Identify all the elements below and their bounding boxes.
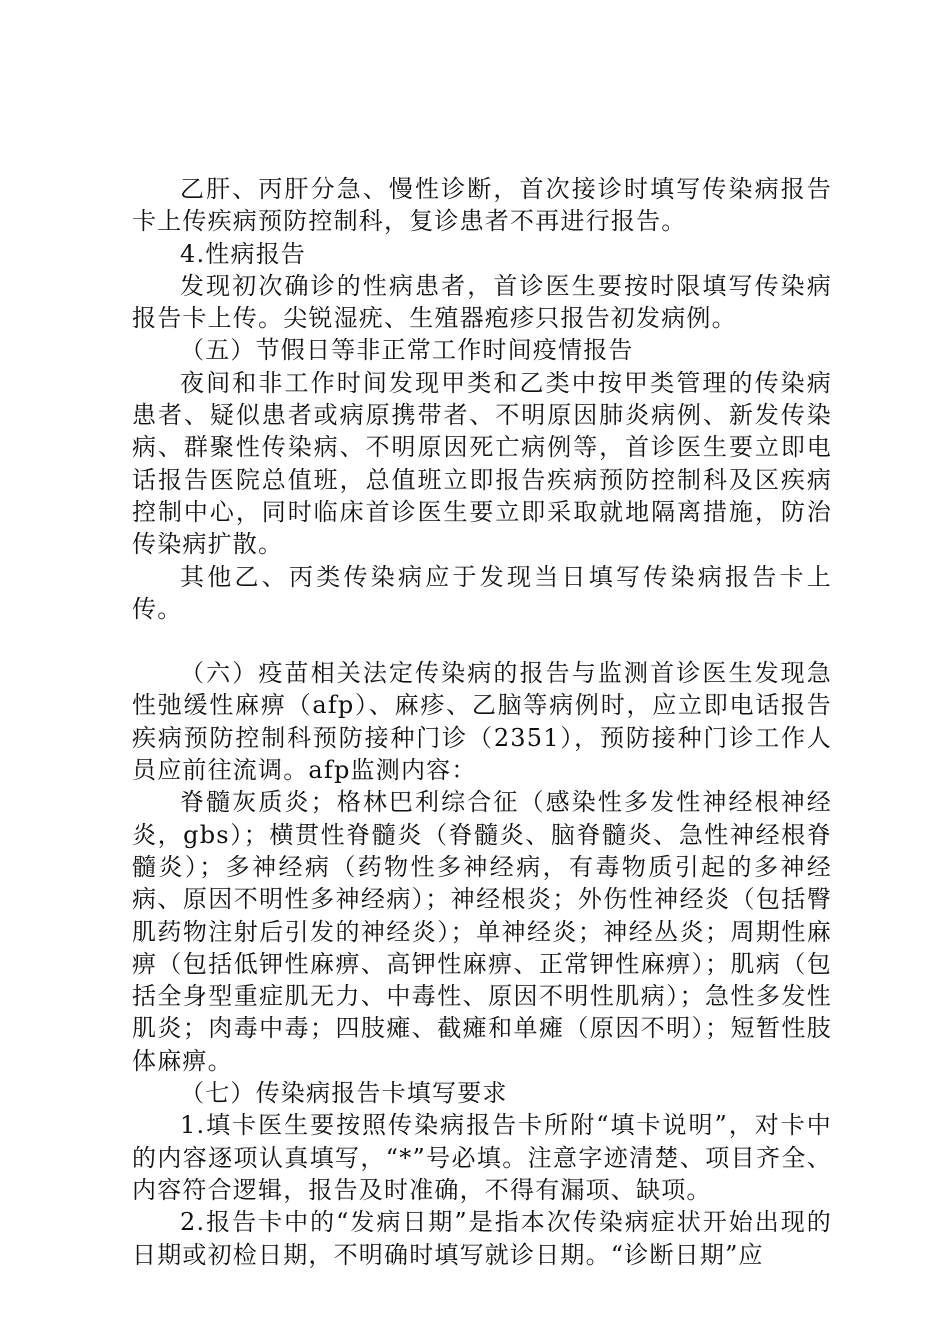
heading-card-requirements: （七）传染病报告卡填写要求 (180, 1079, 508, 1108)
paragraph-requirement-2: 2.报告卡中的“发病日期”是指本次传染病症状开始出现的日期或初检日期，不明确时填写就诊日期。“诊断日期”应 (132, 1208, 832, 1269)
heading-std-report: 4.性病报告 (180, 239, 307, 268)
paragraph-afp-content: 脊髓灰质炎；格林巴利综合征（感染性多发性神经根神经炎，gbs）；横贯性脊髓炎（脊髓炎、脑脊髓炎、急性神经根脊髓炎）；多神经病（药物性多神经病，有毒物质引起的多神经病、原因不明性多神经病）；神经根炎；外伤性神经炎（包括臀肌药物注射后引发的神经炎）；单神经炎；神经丛炎；周期性麻痹（包括低钾性麻痹、高钾性麻痹、正常钾性麻痹）；肌病（包括全身型重症肌无力、中毒性、原因不明性肌病）；急性多发性肌炎；肉毒中毒；四肢瘫、截瘫和单瘫（原因不明）；短暂性肢体麻痹。 (132, 788, 832, 1075)
document-body (132, 173, 832, 1271)
paragraph-night-report: 夜间和非工作时间发现甲类和乙类中按甲类管理的传染病患者、疑似患者或病原携带者、不明原因肺炎病例、新发传染病、群聚性传染病、不明原因死亡病例等，首诊医生要立即电话报告医院总值班，总值班立即报告疾病预防控制科及区疾病控制中心，同时临床首诊医生要立即采取就地隔离措施，防治传染病扩散。 (132, 368, 832, 559)
paragraph-other-report: 其他乙、丙类传染病应于发现当日填写传染病报告卡上传。 (132, 562, 832, 623)
paragraph-std-report: 发现初次确诊的性病患者，首诊医生要按时限填写传染病报告卡上传。尖锐湿疣、生殖器疱疹只报告初发病例。 (132, 271, 832, 333)
heading-vaccine-report: （六）疫苗相关法定传染病的报告与监测首诊医生发现急性弛缓性麻痹（afp）、麻疹、乙脑等病例时，应立即电话报告疾病预防控制科预防接种门诊（2351），预防接种门诊工作人员应前往流调。afp监测内容： (132, 659, 832, 785)
heading-holiday-report: （五）节假日等非正常工作时间疫情报告 (180, 336, 634, 365)
paragraph-hepatitis-report: 乙肝、丙肝分急、慢性诊断，首次接诊时填写传染病报告卡上传疾病预防控制科，复诊患者不再进行报告。 (132, 175, 832, 236)
paragraph-requirement-1: 1.填卡医生要按照传染病报告卡所附“填卡说明”，对卡中的内容逐项认真填写，“*”号必填。注意字迹清楚、项目齐全、内容符合逻辑，报告及时准确，不得有漏项、缺项。 (132, 1111, 832, 1204)
